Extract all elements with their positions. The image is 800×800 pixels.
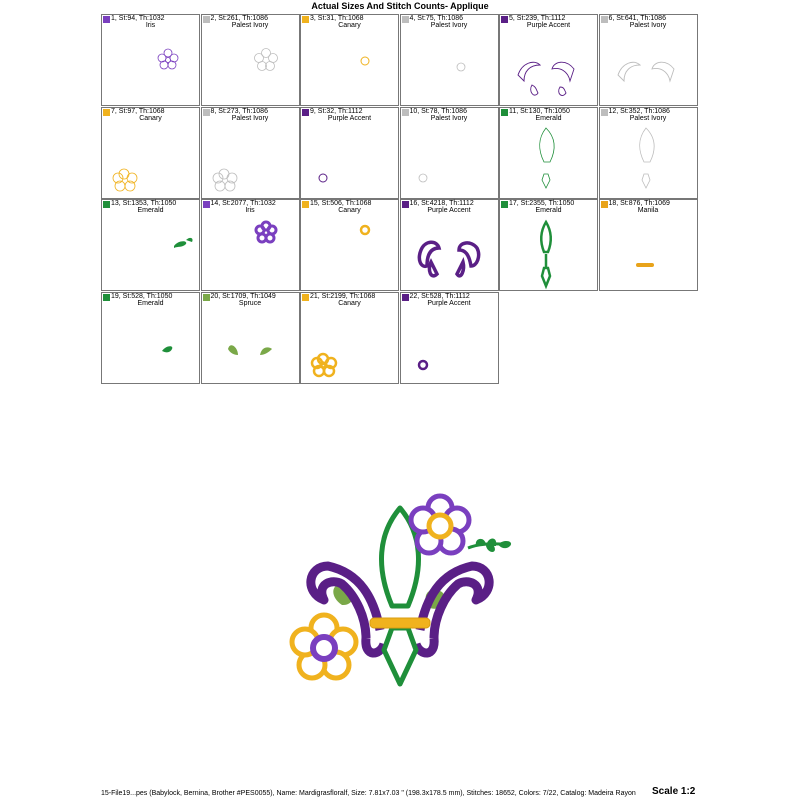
thread-color-name: Manila: [637, 207, 659, 214]
sheet-title: Actual Sizes And Stitch Counts- Applique: [311, 1, 489, 11]
color-stop-cell: [300, 107, 399, 199]
stitch-preview: [301, 15, 399, 106]
thread-color-name: Palest Ivory: [629, 114, 667, 122]
scale-label: Scale 1:2: [652, 786, 696, 797]
color-stop-cell: [201, 292, 300, 384]
thread-color-name: Emerald: [137, 207, 164, 214]
stitch-info: 21, St:2199, Th:1068: [310, 292, 376, 300]
stitch-info: 19, St:528, Th:1050: [111, 292, 173, 300]
flower-iris: [411, 496, 469, 553]
color-stop-cell: [201, 107, 300, 199]
stitch-info: 7, St:97, Th:1068: [111, 107, 165, 115]
stitch-preview: [500, 15, 598, 106]
stitch-preview: [301, 293, 399, 384]
thread-color-name: Purple Accent: [427, 207, 471, 214]
thread-color-name: Purple Accent: [327, 114, 372, 122]
stitch-info: 13, St:1353, Th:1050: [111, 200, 177, 207]
thread-color-name: Canary: [139, 114, 162, 122]
stitch-preview: [301, 200, 399, 291]
stitch-info: 15, St:506, Th:1068: [310, 200, 372, 207]
thread-color-name: Canary: [338, 299, 361, 307]
stitch-info: 5, St:239, Th:1112: [509, 15, 566, 22]
stitch-preview: [202, 15, 300, 106]
thread-color-name: Canary: [338, 207, 361, 214]
color-stop-cell: [101, 107, 200, 199]
stitch-info: 9, St:32, Th:1112: [310, 107, 363, 115]
color-stop-cell: [400, 199, 499, 291]
thread-color-name: Palest Ivory: [430, 114, 468, 122]
thread-color-name: Emerald: [137, 299, 164, 307]
stitch-info: 8, St:273, Th:1086: [210, 107, 268, 115]
stitch-preview: [102, 293, 200, 384]
color-stop-cell: [300, 292, 399, 384]
thread-color-name: Palest Ivory: [231, 22, 269, 29]
stitch-preview: [202, 108, 300, 199]
stitch-info: 1, St:94, Th:1032: [111, 15, 165, 22]
design-info-footer: 15-File19...pes (Babylock, Bernina, Brother #PES0055), Name: Mardigrasfloralf, Size: 7.81x7.03 " (198.3x178.5 mm), Stitches: 18652, Colors: 7/22, Catalog: Madeira Rayon: [101, 790, 636, 797]
color-stop-cell: [201, 14, 300, 106]
stitch-info: 22, St:528, Th:1112: [409, 292, 470, 300]
stitch-info: 20, St:1709, Th:1049: [210, 292, 276, 300]
color-stop-cell: [599, 14, 698, 106]
stitch-info: 16, St:4218, Th:1112: [409, 200, 474, 207]
stitch-preview: [401, 293, 499, 384]
stitch-info: 12, St:352, Th:1086: [608, 107, 670, 115]
color-stop-cell: [101, 292, 200, 384]
color-stop-cell: [400, 292, 499, 384]
color-stop-cell: [400, 14, 499, 106]
color-stop-cell: [499, 14, 598, 106]
thread-color-name: Purple Accent: [526, 22, 571, 29]
stitch-preview: [102, 108, 200, 199]
stitch-preview: [600, 108, 698, 199]
stitch-preview: [202, 200, 300, 291]
stitch-info: 4, St:75, Th:1086: [409, 15, 464, 22]
stitch-info: 3, St:31, Th:1068: [310, 15, 364, 22]
color-stop-cell: [499, 107, 598, 199]
color-stop-cell: [400, 107, 499, 199]
color-stop-cell: [499, 199, 598, 291]
stitch-preview: [301, 108, 399, 199]
stitch-preview: [500, 108, 598, 199]
color-stop-cell: [599, 107, 698, 199]
color-stop-cell: [300, 14, 399, 106]
stitch-preview: [600, 15, 698, 106]
thread-color-name: Emerald: [535, 207, 562, 214]
stitch-info: 18, St:876, Th:1069: [608, 200, 670, 207]
stitch-info: 11, St:130, Th:1050: [509, 107, 570, 115]
stitch-preview: [401, 108, 499, 199]
embroidery-design-preview: [280, 488, 520, 698]
thread-color-name: Purple Accent: [427, 299, 471, 307]
color-stop-cell: [300, 199, 399, 291]
thread-color-name: Palest Ivory: [629, 22, 667, 29]
color-stop-cell: [101, 199, 200, 291]
stitch-preview: [600, 200, 698, 291]
color-stop-grid: [101, 14, 698, 386]
color-stop-cell: [599, 199, 698, 291]
thread-color-name: Iris: [245, 207, 255, 214]
stitch-info: 14, St:2077, Th:1032: [210, 200, 276, 207]
stitch-preview: [500, 200, 598, 291]
stitch-preview: [401, 15, 499, 106]
stitch-info: 6, St:641, Th:1086: [608, 15, 666, 22]
stitch-info: 10, St:78, Th:1086: [409, 107, 467, 115]
thread-color-name: Emerald: [535, 114, 562, 122]
stitch-preview: [102, 200, 200, 291]
stitch-preview: [102, 15, 200, 106]
stitch-preview: [401, 200, 499, 291]
color-stop-cell: [201, 199, 300, 291]
thread-color-name: Canary: [338, 22, 361, 29]
thread-color-name: Spruce: [238, 299, 262, 307]
thread-color-name: Iris: [145, 22, 156, 29]
stitch-preview: [202, 293, 300, 384]
color-stop-cell: [101, 14, 200, 106]
stitch-info: 2, St:261, Th:1086: [210, 15, 268, 22]
thread-color-name: Palest Ivory: [231, 114, 269, 122]
thread-color-name: Palest Ivory: [430, 22, 468, 29]
flower-canary: [292, 615, 356, 678]
stitch-info: 17, St:2355, Th:1050: [509, 200, 575, 207]
